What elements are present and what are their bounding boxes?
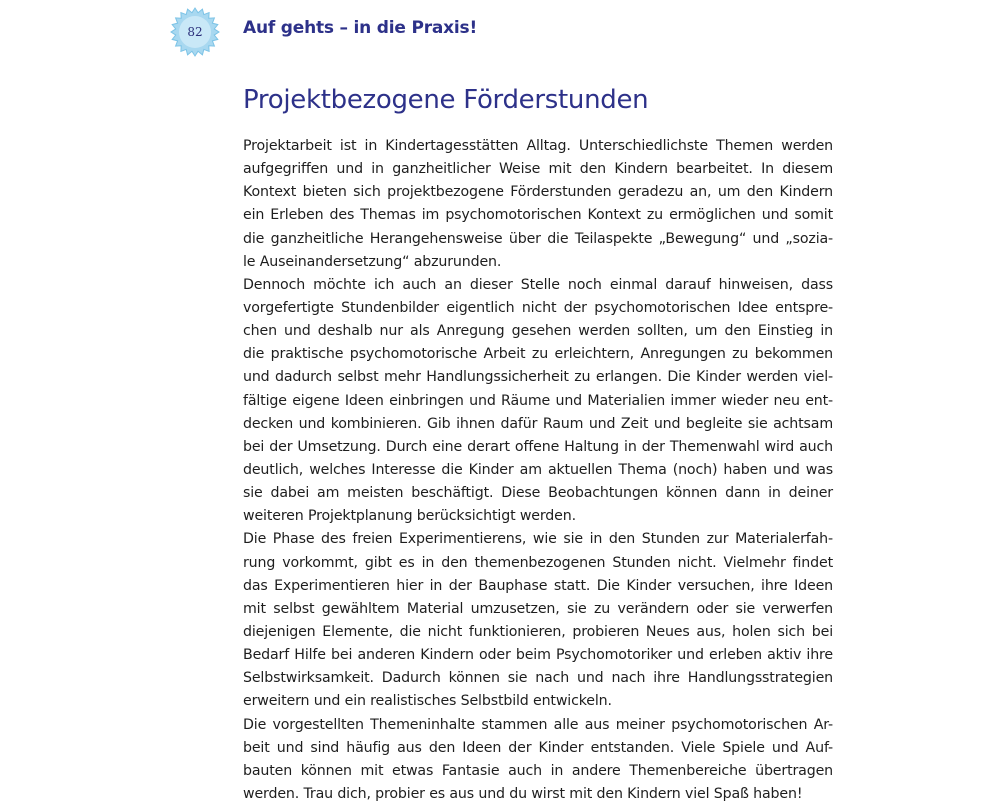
text-line: bei der Umsetzung. Durch eine derart offene Haltung in der Themenwahl wird auch: [243, 438, 833, 455]
text-line: weiteren Projektplanung berücksichtigt werden.: [243, 508, 576, 525]
text-line: mit selbst gewähltem Material umzusetzen, sie zu verändern oder sie verwerfen: [243, 600, 833, 617]
text-line: die ganzheitliche Herangehensweise über die Teilaspekte „Bewegung“ und „sozia-: [243, 230, 833, 247]
text-line: Kontext bieten sich projektbezogene Förderstunden geradezu an, um den Kindern: [243, 184, 833, 201]
page-title: Projektbezogene Förderstunden: [243, 85, 649, 115]
text-line: bauten können mit etwas Fantasie auch in andere Themenbereiche übertragen: [243, 762, 833, 779]
text-line: Die vorgestellten Themeninhalte stammen alle aus meiner psychomotorischen Ar-: [243, 716, 833, 733]
text-line: diejenigen Elemente, die nicht funktionieren, probieren Neues aus, holen sich bei: [243, 623, 833, 640]
text-line: decken und kombinieren. Gib ihnen dafür Raum und Zeit und begleite sie achtsam: [243, 415, 833, 432]
page-number: 82: [187, 25, 203, 39]
text-line: ein Erleben des Themas im psychomotorischen Kontext zu ermöglichen und somit: [243, 207, 833, 224]
text-line: chen und deshalb nur als Anregung gesehen werden sollten, um den Einstieg in: [243, 323, 833, 340]
page-number-badge: [170, 7, 220, 57]
text-line: und dadurch selbst mehr Handlungssicherheit zu erlangen. Die Kinder werden viel-: [243, 369, 833, 386]
text-line: Bedarf Hilfe bei anderen Kindern oder beim Psychomotoriker und erleben aktiv ihre: [243, 647, 833, 664]
text-line: sie dabei am meisten beschäftigt. Diese Beobachtungen können dann in deiner: [243, 485, 833, 502]
body-text: [243, 135, 833, 806]
text-line: Selbstwirksamkeit. Dadurch können sie nach und nach ihre Handlungsstrategien: [243, 670, 833, 687]
text-line: das Experimentieren hier in der Bauphase statt. Die Kinder versuchen, ihre Ideen: [243, 577, 833, 594]
text-line: aufgegriffen und in ganzheitlicher Weise mit den Kindern bearbeitet. In diesem: [243, 161, 833, 178]
text-line: die praktische psychomotorische Arbeit zu erleichtern, Anregungen zu bekommen: [243, 346, 833, 363]
text-line: Dennoch möchte ich auch an dieser Stelle noch einmal darauf hinweisen, dass: [243, 276, 833, 293]
text-line: werden. Trau dich, probier es aus und du wirst mit den Kindern viel Spaß haben!: [243, 785, 803, 802]
text-line: Projektarbeit ist in Kindertagesstätten Alltag. Unterschiedlichste Themen werden: [243, 138, 833, 154]
text-line: erweitern und ein realistisches Selbstbild entwickeln.: [243, 693, 612, 710]
text-line: beit und sind häufig aus den Ideen der Kinder entstanden. Viele Spiele und Auf-: [243, 739, 833, 756]
text-line: le Auseinandersetzung“ abzurunden.: [243, 253, 502, 270]
running-head: Auf gehts – in die Praxis!: [243, 18, 478, 38]
text-line: Die Phase des freien Experimentierens, wie sie in den Stunden zur Materialerfah-: [243, 531, 833, 548]
text-line: rung vorkommt, gibt es in den themenbezogenen Stunden nicht. Vielmehr findet: [243, 554, 833, 571]
text-line: vorgefertigte Stundenbilder eigentlich nicht der psychomotorischen Idee entspre-: [243, 299, 833, 316]
text-line: fältige eigene Ideen einbringen und Räume und Materialien immer wieder neu ent-: [243, 392, 833, 409]
text-line: deutlich, welches Interesse die Kinder am aktuellen Thema (noch) haben und was: [243, 461, 833, 478]
